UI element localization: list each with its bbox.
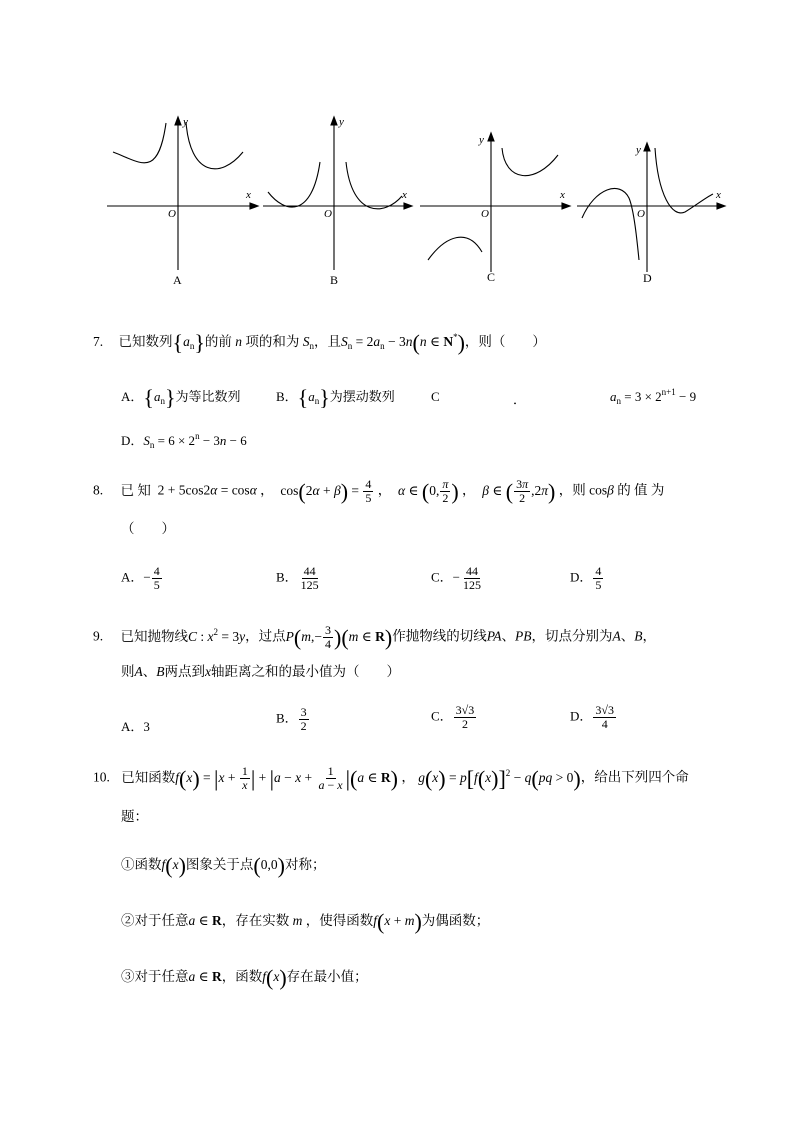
- q10-statement-1: ①函数f(x)图象关于点(0,0)对称；: [121, 853, 326, 878]
- q10-s1-pre: ①函数: [121, 857, 162, 873]
- q8-number: 8.: [93, 482, 104, 498]
- q10-g-def: $g(x) = p[f(x)]^2 - q(pq > 0)$: [418, 765, 581, 791]
- origin-label-d: O: [637, 208, 645, 220]
- q9-line2-b: 两点到: [164, 664, 205, 679]
- graph-label-a: A: [173, 273, 182, 287]
- q9-line2-a: 则: [121, 664, 135, 679]
- axis-x-label-d: x: [716, 189, 721, 201]
- graph-label-d: D: [643, 271, 652, 285]
- q7-option-a: A．$\{a_n\}$为等比数列: [121, 385, 241, 411]
- q9-option-d: D． $\frac{3√3}{4}$: [570, 703, 614, 731]
- q9-line2-c: 轴距离之和的最小值为（ ）: [211, 664, 400, 679]
- q7-number: 7.: [93, 334, 104, 350]
- q9-option-b-label: B．: [276, 710, 298, 726]
- graph-panel: [0, 100, 794, 300]
- q7-option-b-text: 为摆动数列: [329, 389, 395, 404]
- axis-y-label-a: y: [183, 116, 188, 128]
- q7-text-1: 已知数列: [118, 334, 173, 350]
- q10-number: 10.: [93, 769, 110, 785]
- axis-y-label-b: y: [339, 116, 344, 128]
- q7-text-4: ，且: [314, 334, 341, 350]
- q7-seq-an: $\{a_n\}$: [172, 330, 205, 355]
- q7-text-5: ，则（ ）: [464, 334, 546, 350]
- q9-number: 9.: [93, 628, 104, 644]
- q10-text-2: ，给出下列四个命: [580, 769, 689, 785]
- q8-option-b: B． $\frac{44}{125}$: [276, 564, 319, 592]
- graph-a: [107, 117, 258, 270]
- q10-s3-mid: ，函数: [221, 969, 263, 985]
- q7-text-2: 的前: [204, 334, 232, 350]
- q9-line-2: 则A、B两点到x轴距离之和的最小值为（ ）: [121, 664, 400, 679]
- q8-option-b-label: B．: [276, 569, 298, 585]
- q7-option-a-text: 为等比数列: [175, 389, 241, 404]
- q9-text-4: 、: [501, 628, 515, 644]
- q8-option-a: A．− $\frac{4}{5}$: [121, 564, 160, 592]
- q10-s2-end: 为偶函数；: [421, 913, 490, 929]
- graph-d: [577, 143, 725, 272]
- q8-option-c-label: C．: [431, 569, 453, 585]
- q9-point: P(m,− $\frac{3}{4}$ )(m ∈ R): [285, 623, 393, 651]
- q9-text-3: 作抛物线的切线: [392, 628, 487, 644]
- q10-statement-2: ②对于任意a ∈ R，存在实数 m ，使得函数f(x + m)为偶函数；: [121, 909, 490, 934]
- q9-option-a: [121, 716, 150, 735]
- q9-option-c: C． $\frac{3√3}{2}$: [431, 703, 475, 731]
- q9-option-a-label: A．: [121, 719, 144, 734]
- axis-x-label-a: x: [246, 189, 251, 201]
- q9-option-c-label: C．: [431, 708, 453, 724]
- q7-option-a-label: A．: [121, 389, 144, 404]
- q7-option-c-dot: ．: [513, 392, 527, 407]
- q7-option-b: B．$\{a_n\}$为摆动数列: [276, 385, 395, 411]
- q10-text-1: 已知函数: [121, 769, 176, 785]
- q8-option-d: D． $\frac{4}{5}$: [570, 564, 602, 592]
- axis-y-label-d: y: [636, 144, 641, 156]
- q8-text-2: 的 值 为: [617, 482, 665, 498]
- q10-statement-3: ③对于任意a ∈ R，函数f(x)存在最小值；: [121, 965, 368, 990]
- q9-option-d-label: D．: [570, 708, 593, 724]
- q7-formula: $S_n = 2a_n - 3n(n$ ∈ N*): [341, 330, 465, 355]
- q8-alpha-range: α ∈ (0, $\frac{\pi}{2}$ ): [398, 477, 459, 505]
- origin-label-a: O: [168, 208, 176, 220]
- axis-x-label-b: x: [402, 189, 407, 201]
- q8-option-c: C．− $\frac{44}{125}$: [431, 564, 482, 592]
- graph-b: [263, 117, 412, 270]
- question-10: 10. 已知函数f(x) = |x + $\frac{1}{x}$ | + |a − x + $\frac{1}{a - x}$ |(a ∈ R) ， $g(x) = p[f(x)]^2 - q(pq > 0)$，给出下列四个命: [93, 764, 689, 792]
- q8-option-d-label: D．: [570, 569, 593, 585]
- q8-option-a-label: A．: [121, 569, 144, 585]
- q10-s3-pre: ③对于任意: [121, 969, 189, 985]
- q10-s2-mid2: ，使得函数: [305, 913, 374, 929]
- q9-text-6: ，: [642, 628, 656, 644]
- q9-option-b: B． $\frac{3}{2}$: [276, 705, 307, 733]
- q7-option-c-formula: $a_n = 3 \times 2^{n+1} - 9$: [610, 387, 697, 406]
- q9-text-1: 已知抛物线: [120, 628, 188, 644]
- q10-s1-mid: 图象关于点: [185, 857, 254, 873]
- q10-s1-end: 对称；: [284, 857, 326, 873]
- q8-paren: （ ）: [121, 521, 175, 536]
- q8-eq-2: cos(2α + β) = $\frac{4}{5}$: [280, 477, 372, 505]
- q7-option-b-label: B．: [276, 389, 298, 404]
- graph-c: [420, 133, 570, 272]
- question-9: 9. 已知抛物线C : $x^2 = 3y$，过点P(m,− $\frac{3}{4}$ )(m ∈ R)作抛物线的切线PA、PB，切点分别为A、B，: [93, 623, 656, 651]
- q10-s3-end: 存在最小值；: [286, 969, 368, 985]
- q7-option-d: D．$S_n = 6 \times 2^n - 3n - 6$: [121, 431, 247, 450]
- q10-f-def: f(x) = |x + $\frac{1}{x}$ | + |a − x + $\frac{1}{a - x}$ |(a ∈ R): [175, 764, 398, 792]
- question-7: 7. 已知数列$\{a_n\}$的前 n 项的和为 $S_n$，且$S_n = 2a_n - 3n(n$ ∈ N*)，则（ ）: [93, 330, 546, 355]
- q7-text-3: 项的和为: [245, 334, 300, 350]
- axis-x-label-c: x: [560, 189, 565, 201]
- q7-option-c-label: C: [431, 389, 440, 404]
- origin-label-c: O: [481, 208, 489, 220]
- axis-y-label-c: y: [479, 134, 484, 146]
- question-8: 8. 已 知 2 + 5cos2α = cosα ， cos(2α + β) = $\frac{4}{5}$ ， α ∈ (0, $\frac{\pi}{2}$ ) ， β ∈ ( $\frac{3\pi}{2}$ ,2π) ，则 cosβ 的 值 为: [93, 477, 665, 505]
- q8-beta-range: β ∈ ( $\frac{3\pi}{2}$ ,2π): [482, 477, 556, 505]
- q10-s2-pre: ②对于任意: [121, 913, 189, 929]
- q10-s2-mid: ，存在实数: [221, 913, 290, 929]
- q7-option-d-label: D．: [121, 433, 144, 448]
- origin-label-b: O: [324, 208, 332, 220]
- q9-text-2: ，过点: [245, 628, 286, 644]
- graph-label-c: C: [487, 270, 496, 284]
- q9-option-a-value: 3: [143, 719, 150, 734]
- q9-text-5: ，切点分别为: [531, 628, 613, 644]
- q8-text-1: 已 知: [120, 482, 151, 498]
- graph-label-b: B: [330, 273, 339, 287]
- q9-parabola: C : $x^2 = 3y$: [188, 626, 246, 644]
- q8-eq-1: 2 + 5cos2α = cosα: [154, 482, 257, 498]
- q10-line-2: 题：: [121, 809, 148, 824]
